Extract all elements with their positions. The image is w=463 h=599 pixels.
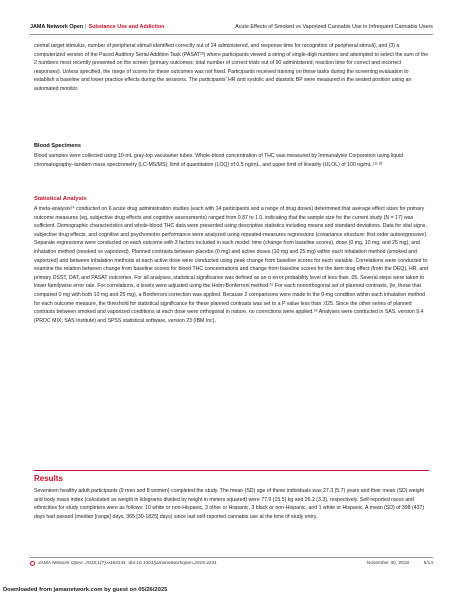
results-paragraph: Seventeen healthy adult participants (9 men and 8 women) completed the study. The mean (SD) age of these individuals was 27.3 (5.7) years and their mean (SD) weight and body mass index (calculated as weight in kilograms divided by height in meters squared) were 77.9 (15.5) kg and 26.2 (3.3), respectively. Self-reported races and ethnicities for study completers were as follows: 10 white or non-Hispanic, 3 other or Hispanic, 3 black or non-Hispanic, and 1 white or Hispanic. A mean (SD) of 398 (437) days had passed (median [range] days, 365 [30-1825] days) since last self-reported cannabis use at the time of study entry. (34, 488, 425, 520)
publication-date: November 30, 2018 (366, 561, 409, 566)
methods-continued-text (34, 42, 429, 94)
journal-name[interactable]: JAMA Network Open (30, 24, 84, 30)
footer-divider (30, 557, 433, 558)
methods-paragraph: central target stimulus, number of peripheral stimuli identified correctly out of 24 administered, and response time for recognition of peripheral stimuli), and (3) a computerized version of the Paced Auditory Serial Addition Task (PASAT²³) where participants viewed a string of single-digit numbers and attempted to select the sum of the 2 numbers most recently presented on the screen (primary outcomes: total number of correct trials out of 90 administered; reaction time for correct and incorrect responses). Unless specified, the range of scores for these outcomes was not fixed. Participants received training on these tasks during the screening evaluation to establish a baseline and lower practice effects during the sessions. The participants' HR and systolic and diastolic BP were measured in the seated position using an automated monitor. (34, 43, 429, 92)
section-name[interactable]: Substance Use and Addiction (88, 24, 165, 30)
statistical-analysis-paragraph: A meta-analysis²⁴ conducted on 6 acute drug administration studies (each with 14 participants and a range of drug doses) determined that average effect sizes for primary outcome measures (eg, subjective drug effects and cognitive assessments) ranged from 0.87 to 1.0, indicating that the sample size for the current study (N = 17) was sufficient. Demographic characteristics and whole-blood THC data were presented using descriptive statistics including means and standard deviations. Data for vital signs, subjective drug effects, and cognitive and psychomotor performance were analyzed using repeated-measures regressions (covariance structure: first order autoregressive). Separate regressions were conducted on each outcome with 3 factors included in each model: time (change from baseline scores), dose (0 mg, 10 mg, and 25 mg), and inhalation method (smoked vs vaporized). Planned contrasts between placebo (0 mg) and active doses (10 mg and 25 mg) within each inhalation method (smoked and vaporized) and between inhalation methods at each active dose were conducted using peak change from baseline scores for each variable. Correlations were conducted to examine the relation between change from baseline scores for blood THC concentrations and change from baseline scores for the item drug effect (from the DEQ), HR, and primary DSST, DAT, and PASAT outcomes. For all analyses, statistical significance was defined as an α error probability level of less than .05. Several steps were taken to lower familywise error rate. For correlations, α levels were adjusted using the Holm-Bonferroni method.²⁵ For each nonorthogonal set of planned contrasts, (ie, those that compared 0 mg with both 10 mg and 25 mg), a Bonferroni correction was applied. Because 2 comparisons were made to the 0-mg condition within each inhalation method for each outcome measure, the threshold for statistical significance for these planned contrasts was set to a P value less than .025. Since the other series of planned contrasts between smoked and vaporized conditions at each dose were orthogonal in nature, no corrections were applied.²⁶ Analyses were conducted in SAS, version 9.4 (PROC MIX; SAS Institute) and SPSS statistical software, version 23 (IBM Inc). (34, 206, 428, 324)
results-heading: Results (34, 474, 63, 483)
results-divider (34, 470, 429, 471)
article-running-title: Acute Effects of Smoked vs Vaporized Cannabis Use in Infrequent Cannabis Users (235, 24, 433, 30)
open-access-logo-icon (30, 561, 35, 566)
header-divider (30, 34, 433, 35)
statistical-analysis-heading: Statistical Analysis (34, 196, 87, 202)
page-number: 5/14 (423, 561, 433, 566)
citation[interactable]: JAMA Network Open. 2018;1(7):e184141. doi:10.1001/jamanetworkopen.2018.4141 (38, 561, 217, 566)
results-text (34, 487, 429, 521)
header-left (30, 24, 164, 31)
blood-specimens-text (34, 152, 429, 169)
page-footer (30, 560, 433, 569)
blood-specimens-heading: Blood Specimens (34, 143, 81, 149)
statistical-analysis-text (34, 205, 429, 325)
header-separator: | (85, 24, 87, 30)
download-notice: Downloaded from jamanetwork.com by guest on 05/26/2025 (3, 587, 168, 593)
blood-specimens-paragraph: Blood samples were collected using 10-mL gray-top vacutainer tubes. Whole-blood concentration of THC was measured by Immunalysis Corporation using liquid chromatography–tandem mass spectrometry (LC-MS/MS), limit of quantitation (LOQ) of 0.5 ng/mL, and upper limit of linearity (ULOL) of 100 ng/mL.¹⁸·²³ (34, 153, 404, 168)
